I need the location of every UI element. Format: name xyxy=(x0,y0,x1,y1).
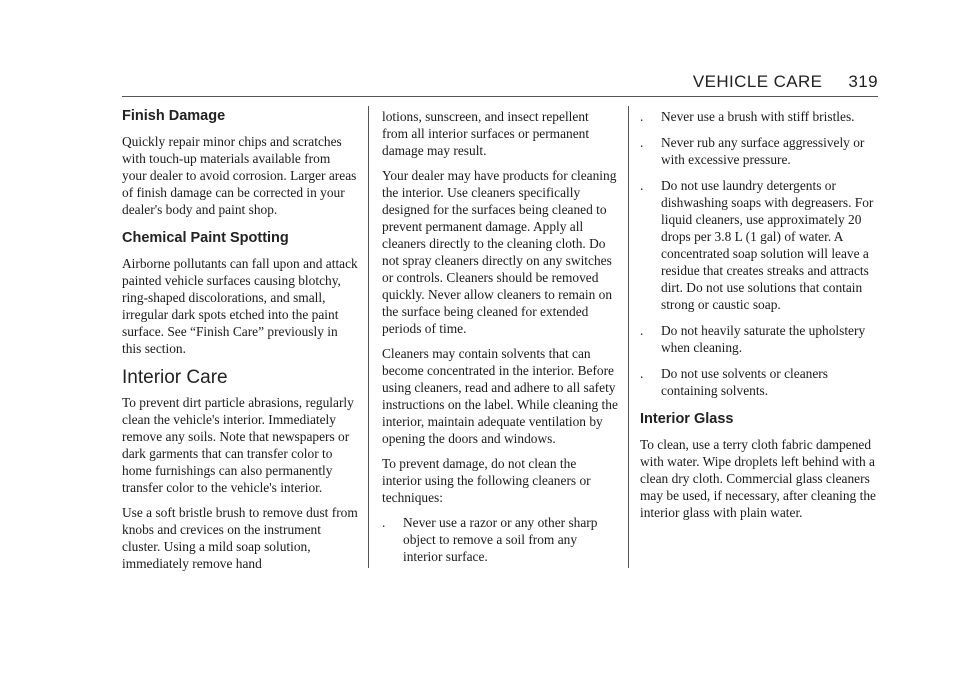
column-3 xyxy=(640,108,876,529)
list-item xyxy=(382,514,618,565)
page-number: 319 xyxy=(848,72,878,91)
column-divider-2 xyxy=(628,106,629,568)
paragraph-interior-care-1: To prevent dirt particle abrasions, regularly clean the vehicle's interior. Immediately remove any soils. Note that newspapers or dark garments that can transfer color to home furnishings can also permanently transfer color to the vehicle's interior. xyxy=(122,395,354,495)
list-item xyxy=(640,177,876,313)
paragraph-prevent-damage: To prevent damage, do not clean the interior using the following cleaners or techniques: xyxy=(382,456,591,505)
bullet-marker: . xyxy=(640,109,644,124)
paragraph-interior-care-2: Use a soft bristle brush to remove dust from knobs and crevices on the instrument cluster. Using a mild soap solution, immediately remove hand xyxy=(122,505,358,571)
section-title: VEHICLE CARE xyxy=(692,72,823,91)
list-item-text: Never use a razor or any other sharp object to remove a soil from any interior surface. xyxy=(403,515,598,564)
bullet-marker: . xyxy=(640,366,644,381)
heading-chemical-paint-spotting: Chemical Paint Spotting xyxy=(122,230,289,246)
list-item-text: Do not heavily saturate the upholstery when cleaning. xyxy=(661,323,866,355)
list-item xyxy=(640,134,876,168)
column-divider-1 xyxy=(368,106,369,568)
paragraph-interior-glass: To clean, use a terry cloth fabric dampened with water. Wipe droplets left behind with a clean dry cloth. Commercial glass cleaners may be used, if necessary, after cleaning the interior glass with plain water. xyxy=(640,437,876,520)
paragraph-chemical-paint-spotting: Airborne pollutants can fall upon and attack painted vehicle surfaces causing blotchy, ring-shaped discolorations, and small, irregular dark spots etched into the paint surface. See “Finish Care” previously in this section. xyxy=(122,256,358,356)
list-item-text: Do not use solvents or cleaners containing solvents. xyxy=(661,366,828,398)
bullet-list-col2 xyxy=(382,514,618,565)
bullet-marker: . xyxy=(640,323,644,338)
list-item-text: Never use a brush with stiff bristles. xyxy=(661,109,855,124)
header-rule xyxy=(122,96,878,97)
list-item-text: Do not use laundry detergents or dishwashing soaps with degreasers. For liquid cleaners, use approximately 20 drops per 3.8 L (1 gal) of water. A concentrated soap solution will leave a residue that creates streaks and attracts dirt. Do not use solutions that contain strong or caustic soap. xyxy=(661,178,874,312)
bullet-marker: . xyxy=(640,178,644,193)
bullet-list-col3 xyxy=(640,108,876,399)
bullet-marker: . xyxy=(382,515,386,530)
paragraph-finish-damage: Quickly repair minor chips and scratches with touch-up materials available from your dealer to avoid corrosion. Larger areas of finish damage can be corrected in your dealer's body and paint shop. xyxy=(122,134,357,217)
heading-finish-damage: Finish Damage xyxy=(122,108,226,124)
heading-interior-glass: Interior Glass xyxy=(640,411,734,427)
list-item-text: Never rub any surface aggressively or with excessive pressure. xyxy=(661,135,865,167)
list-item xyxy=(640,322,876,356)
list-item xyxy=(640,108,876,125)
paragraph-dealer-products: Your dealer may have products for cleaning the interior. Use cleaners specifically designed for the surfaces being cleaned to prevent permanent damage. Apply all cleaners directly to the cleaning cloth. Do not spray cleaners directly on any switches or controls. Cleaners should be removed quickly. Never allow cleaners to remain on the surface being cleaned for extended periods of time. xyxy=(382,168,617,336)
column-1 xyxy=(122,108,358,580)
bullet-marker: . xyxy=(640,135,644,150)
paragraph-lotions: lotions, sunscreen, and insect repellent from all interior surfaces or permanent damage may result. xyxy=(382,109,590,158)
heading-interior-care: Interior Care xyxy=(122,367,228,388)
column-2 xyxy=(382,108,618,574)
list-item xyxy=(640,365,876,399)
paragraph-solvents: Cleaners may contain solvents that can become concentrated in the interior. Before using cleaners, read and adhere to all safety instructions on the label. While cleaning the interior, maintain adequate ventilation by opening the doors and windows. xyxy=(382,346,618,446)
running-header xyxy=(693,72,878,92)
